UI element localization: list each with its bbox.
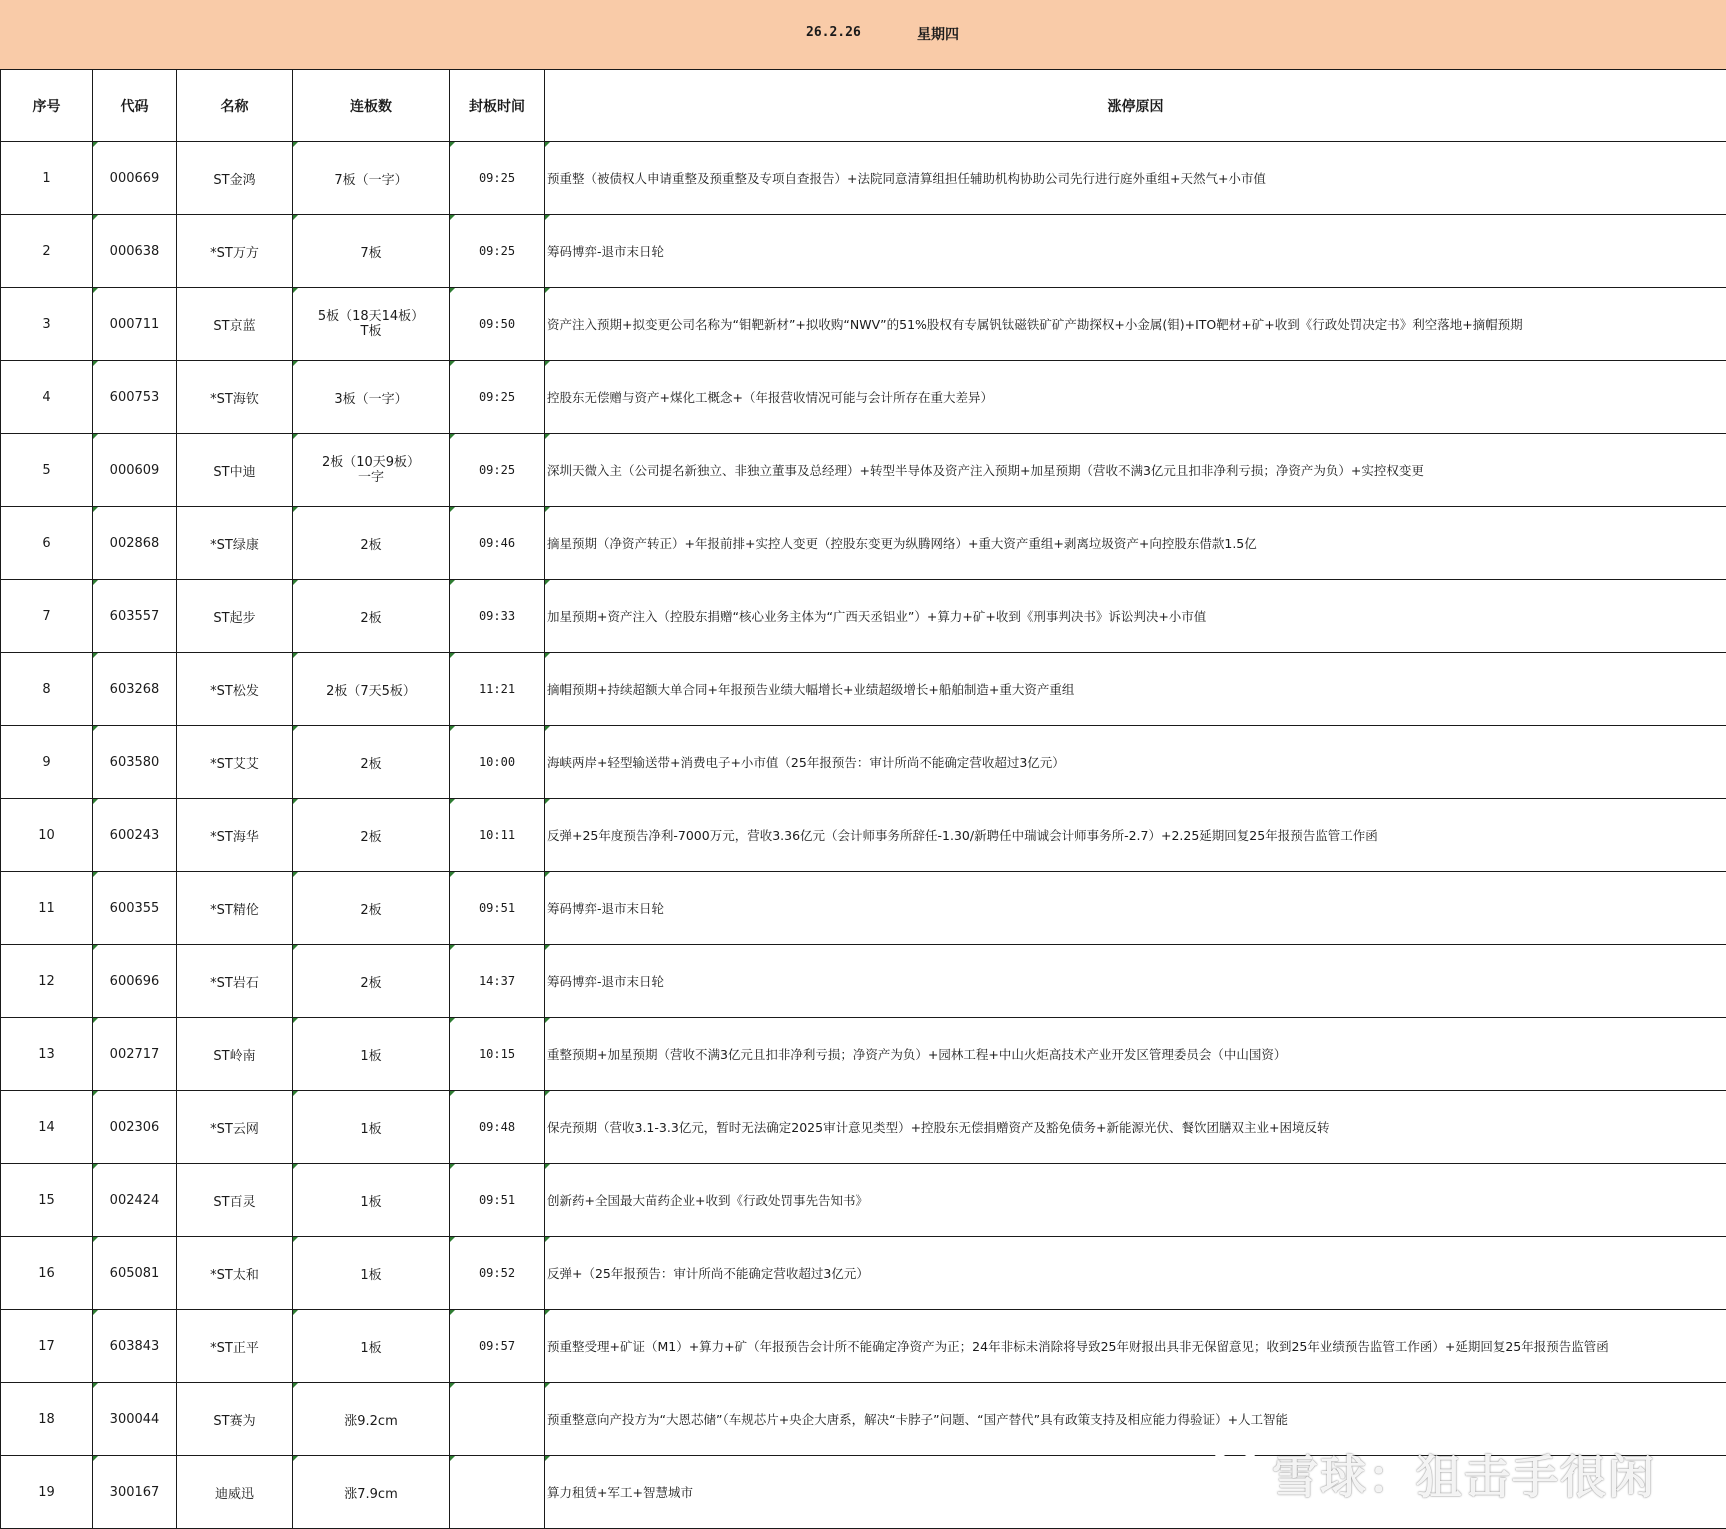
limit-up-reason: 筹码博弈-退市末日轮: [545, 872, 1726, 945]
stock-code: 603268: [93, 653, 177, 726]
limit-up-reason: 筹码博弈-退市末日轮: [545, 945, 1726, 1018]
limit-up-reason: 摘星预期（净资产转正）+年报前排+实控人变更（控股东变更为纵腾网络）+重大资产重组+剥离垃圾资产+向控股东借款1.5亿: [545, 507, 1726, 580]
row-index: 9: [1, 726, 93, 799]
seal-time: 09:51: [450, 872, 545, 945]
header-reason: 涨停原因: [545, 70, 1726, 142]
table-row: [1, 726, 1726, 799]
stock-code: 002868: [93, 507, 177, 580]
limit-up-reason: 预重整（被债权人申请重整及预重整及专项自查报告）+法院同意清算组担任辅助机构协助公司先行进行庭外重组+天然气+小市值: [545, 142, 1726, 215]
limit-up-reason: 海峡两岸+轻型输送带+消费电子+小市值（25年报预告：审计所尚不能确定营收超过3亿元）: [545, 726, 1726, 799]
stock-code: 000669: [93, 142, 177, 215]
table-row: [1, 215, 1726, 288]
row-index: 6: [1, 507, 93, 580]
row-index: 4: [1, 361, 93, 434]
limit-up-reason: 重整预期+加星预期（营收不满3亿元且扣非净利亏损；净资产为负）+园林工程+中山火炬高技术产业开发区管理委员会（中山国资）: [545, 1018, 1726, 1091]
row-index: 19: [1, 1456, 93, 1529]
seal-time: 09:25: [450, 142, 545, 215]
board-count-line-2: 一字: [293, 470, 449, 485]
table-row: [1, 799, 1726, 872]
row-index: 15: [1, 1164, 93, 1237]
stock-name: ST中迪: [177, 434, 293, 507]
row-index: 2: [1, 215, 93, 288]
table-header-row: [1, 70, 1726, 142]
seal-time: 10:00: [450, 726, 545, 799]
seal-time: 09:51: [450, 1164, 545, 1237]
seal-time: 10:11: [450, 799, 545, 872]
row-index: 5: [1, 434, 93, 507]
board-count-line-2: T板: [293, 324, 449, 339]
limit-up-reason: 资产注入预期+拟变更公司名称为“钼靶新材”+拟收购“NWV”的51%股权有专属钒钛磁铁矿矿产勘探权+小金属(钼)+ITO靶材+矿+收到《行政处罚决定书》利空落地+摘帽预期: [545, 288, 1726, 361]
stock-name: ST百灵: [177, 1164, 293, 1237]
stock-code: 002306: [93, 1091, 177, 1164]
table-row: [1, 1091, 1726, 1164]
stock-code: 002424: [93, 1164, 177, 1237]
stock-name: *ST正平: [177, 1310, 293, 1383]
stock-name: *ST艾艾: [177, 726, 293, 799]
stock-code: 603580: [93, 726, 177, 799]
stock-code: 603843: [93, 1310, 177, 1383]
row-index: 14: [1, 1091, 93, 1164]
stock-name: *ST太和: [177, 1237, 293, 1310]
seal-time: [450, 1456, 545, 1529]
board-count: 1板: [293, 1237, 450, 1310]
table-row: [1, 653, 1726, 726]
header-code: 代码: [93, 70, 177, 142]
row-index: 11: [1, 872, 93, 945]
stock-code: 600243: [93, 799, 177, 872]
table-row: [1, 434, 1726, 507]
header-seal-time: 封板时间: [450, 70, 545, 142]
limit-up-reason: 预重整意向产投方为“大恩芯储”（车规芯片+央企大唐系，解决“卡脖子”问题、“国产替代”具有政策支持及相应能力得验证）+人工智能: [545, 1383, 1726, 1456]
limit-up-reason: 控股东无偿赠与资产+煤化工概念+（年报营收情况可能与会计所存在重大差异）: [545, 361, 1726, 434]
board-count: 涨9.2cm: [293, 1383, 450, 1456]
board-count: 2板: [293, 872, 450, 945]
weekday-label: 星期四: [917, 24, 959, 44]
stock-name: *ST海钦: [177, 361, 293, 434]
stock-code: 600355: [93, 872, 177, 945]
limit-up-reason: 创新药+全国最大苗药企业+收到《行政处罚事先告知书》: [545, 1164, 1726, 1237]
table-row: [1, 361, 1726, 434]
table-row: [1, 1164, 1726, 1237]
stock-code: 000711: [93, 288, 177, 361]
table-row: [1, 1237, 1726, 1310]
seal-time: 09:46: [450, 507, 545, 580]
seal-time: 09:25: [450, 434, 545, 507]
stock-name: ST京蓝: [177, 288, 293, 361]
limit-up-reason: 反弹+25年度预告净利-7000万元，营收3.36亿元（会计师事务所辞任-1.30/新聘任中瑞诚会计师事务所-2.7）+2.25延期回复25年报预告监管工作函: [545, 799, 1726, 872]
row-index: 7: [1, 580, 93, 653]
limit-up-reason: 保壳预期（营收3.1-3.3亿元，暂时无法确定2025审计意见类型）+控股东无偿捐赠资产及豁免债务+新能源光伏、餐饮团膳双主业+困境反转: [545, 1091, 1726, 1164]
row-index: 1: [1, 142, 93, 215]
board-count: 2板: [293, 580, 450, 653]
row-index: 8: [1, 653, 93, 726]
stock-code: 600696: [93, 945, 177, 1018]
stock-code: 300167: [93, 1456, 177, 1529]
watermark-text: 雪球：狙击手很闲: [1272, 1441, 1656, 1507]
board-count: 7板: [293, 215, 450, 288]
stock-code: 300044: [93, 1383, 177, 1456]
stock-code: 000609: [93, 434, 177, 507]
seal-time: 09:25: [450, 361, 545, 434]
limit-up-reason: 深圳天微入主（公司提名新独立、非独立董事及总经理）+转型半导体及资产注入预期+加星预期（营收不满3亿元且扣非净利亏损；净资产为负）+实控权变更: [545, 434, 1726, 507]
limit-up-reason: 加星预期+资产注入（控股东捐赠“核心业务主体为“广西天丞铝业”）+算力+矿+收到《刑事判决书》诉讼判决+小市值: [545, 580, 1726, 653]
board-count: 1板: [293, 1091, 450, 1164]
board-count: 2板: [293, 799, 450, 872]
stock-name: *ST松发: [177, 653, 293, 726]
header-index: 序号: [1, 70, 93, 142]
table-row: [1, 142, 1726, 215]
stock-name: ST起步: [177, 580, 293, 653]
stock-name: *ST云网: [177, 1091, 293, 1164]
limit-up-reason: 算力租赁+军工+智慧城市: [545, 1456, 1726, 1529]
board-count: [293, 288, 450, 361]
stock-name: ST岭南: [177, 1018, 293, 1091]
seal-time: 09:57: [450, 1310, 545, 1383]
table-row: [1, 945, 1726, 1018]
date-banner: [0, 0, 1726, 70]
board-count: 1板: [293, 1310, 450, 1383]
seal-time: 09:25: [450, 215, 545, 288]
limit-up-reason: 预重整受理+矿证（M1）+算力+矿（年报预告会计所不能确定净资产为正；24年非标未消除将导致25年财报出具非无保留意见；收到25年业绩预告监管工作函）+延期回复25年报预告监管函: [545, 1310, 1726, 1383]
watermark: [1206, 1441, 1656, 1507]
seal-time: 09:48: [450, 1091, 545, 1164]
stock-code: 603557: [93, 580, 177, 653]
table-row: [1, 507, 1726, 580]
row-index: 16: [1, 1237, 93, 1310]
row-index: 3: [1, 288, 93, 361]
board-count: 1板: [293, 1164, 450, 1237]
board-count: 2板: [293, 945, 450, 1018]
board-count: [293, 434, 450, 507]
row-index: 12: [1, 945, 93, 1018]
board-count: 2板: [293, 726, 450, 799]
limit-up-reason: 摘帽预期+持续超额大单合同+年报预告业绩大幅增长+业绩超级增长+船舶制造+重大资产重组: [545, 653, 1726, 726]
limit-up-reason: 筹码博弈-退市末日轮: [545, 215, 1726, 288]
seal-time: [450, 1383, 545, 1456]
seal-time: 09:33: [450, 580, 545, 653]
stock-name: ST赛为: [177, 1383, 293, 1456]
row-index: 13: [1, 1018, 93, 1091]
seal-time: 10:15: [450, 1018, 545, 1091]
stock-name: *ST岩石: [177, 945, 293, 1018]
board-count: 涨7.9cm: [293, 1456, 450, 1529]
board-count: 1板: [293, 1018, 450, 1091]
table-row: [1, 580, 1726, 653]
stock-name: ST金鸿: [177, 142, 293, 215]
header-boards: 连板数: [293, 70, 450, 142]
table-row: [1, 872, 1726, 945]
seal-time: 14:37: [450, 945, 545, 1018]
seal-time: 09:50: [450, 288, 545, 361]
board-count: 2板（7天5板）: [293, 653, 450, 726]
date-label: 26.2.26: [806, 25, 861, 40]
stock-name: 迪威迅: [177, 1456, 293, 1529]
board-count-line: 5板（18天14板）: [293, 309, 449, 324]
table-row: [1, 1310, 1726, 1383]
table-row: [1, 1018, 1726, 1091]
limit-up-reason: 反弹+（25年报预告：审计所尚不能确定营收超过3亿元）: [545, 1237, 1726, 1310]
row-index: 17: [1, 1310, 93, 1383]
stock-name: *ST万方: [177, 215, 293, 288]
stock-code: 600753: [93, 361, 177, 434]
stock-code: 002717: [93, 1018, 177, 1091]
board-count: 3板（一字）: [293, 361, 450, 434]
stock-name: *ST绿康: [177, 507, 293, 580]
header-name: 名称: [177, 70, 293, 142]
seal-time: 11:21: [450, 653, 545, 726]
stock-code: 000638: [93, 215, 177, 288]
stock-name: *ST海华: [177, 799, 293, 872]
snowball-logo-icon: [1206, 1445, 1264, 1503]
limit-up-table: [0, 69, 1726, 1529]
seal-time: 09:52: [450, 1237, 545, 1310]
table-row: [1, 288, 1726, 361]
row-index: 18: [1, 1383, 93, 1456]
stock-name: *ST精伦: [177, 872, 293, 945]
row-index: 10: [1, 799, 93, 872]
board-count: 2板: [293, 507, 450, 580]
stock-code: 605081: [93, 1237, 177, 1310]
board-count: 7板（一字）: [293, 142, 450, 215]
board-count-line: 2板（10天9板）: [293, 455, 449, 470]
